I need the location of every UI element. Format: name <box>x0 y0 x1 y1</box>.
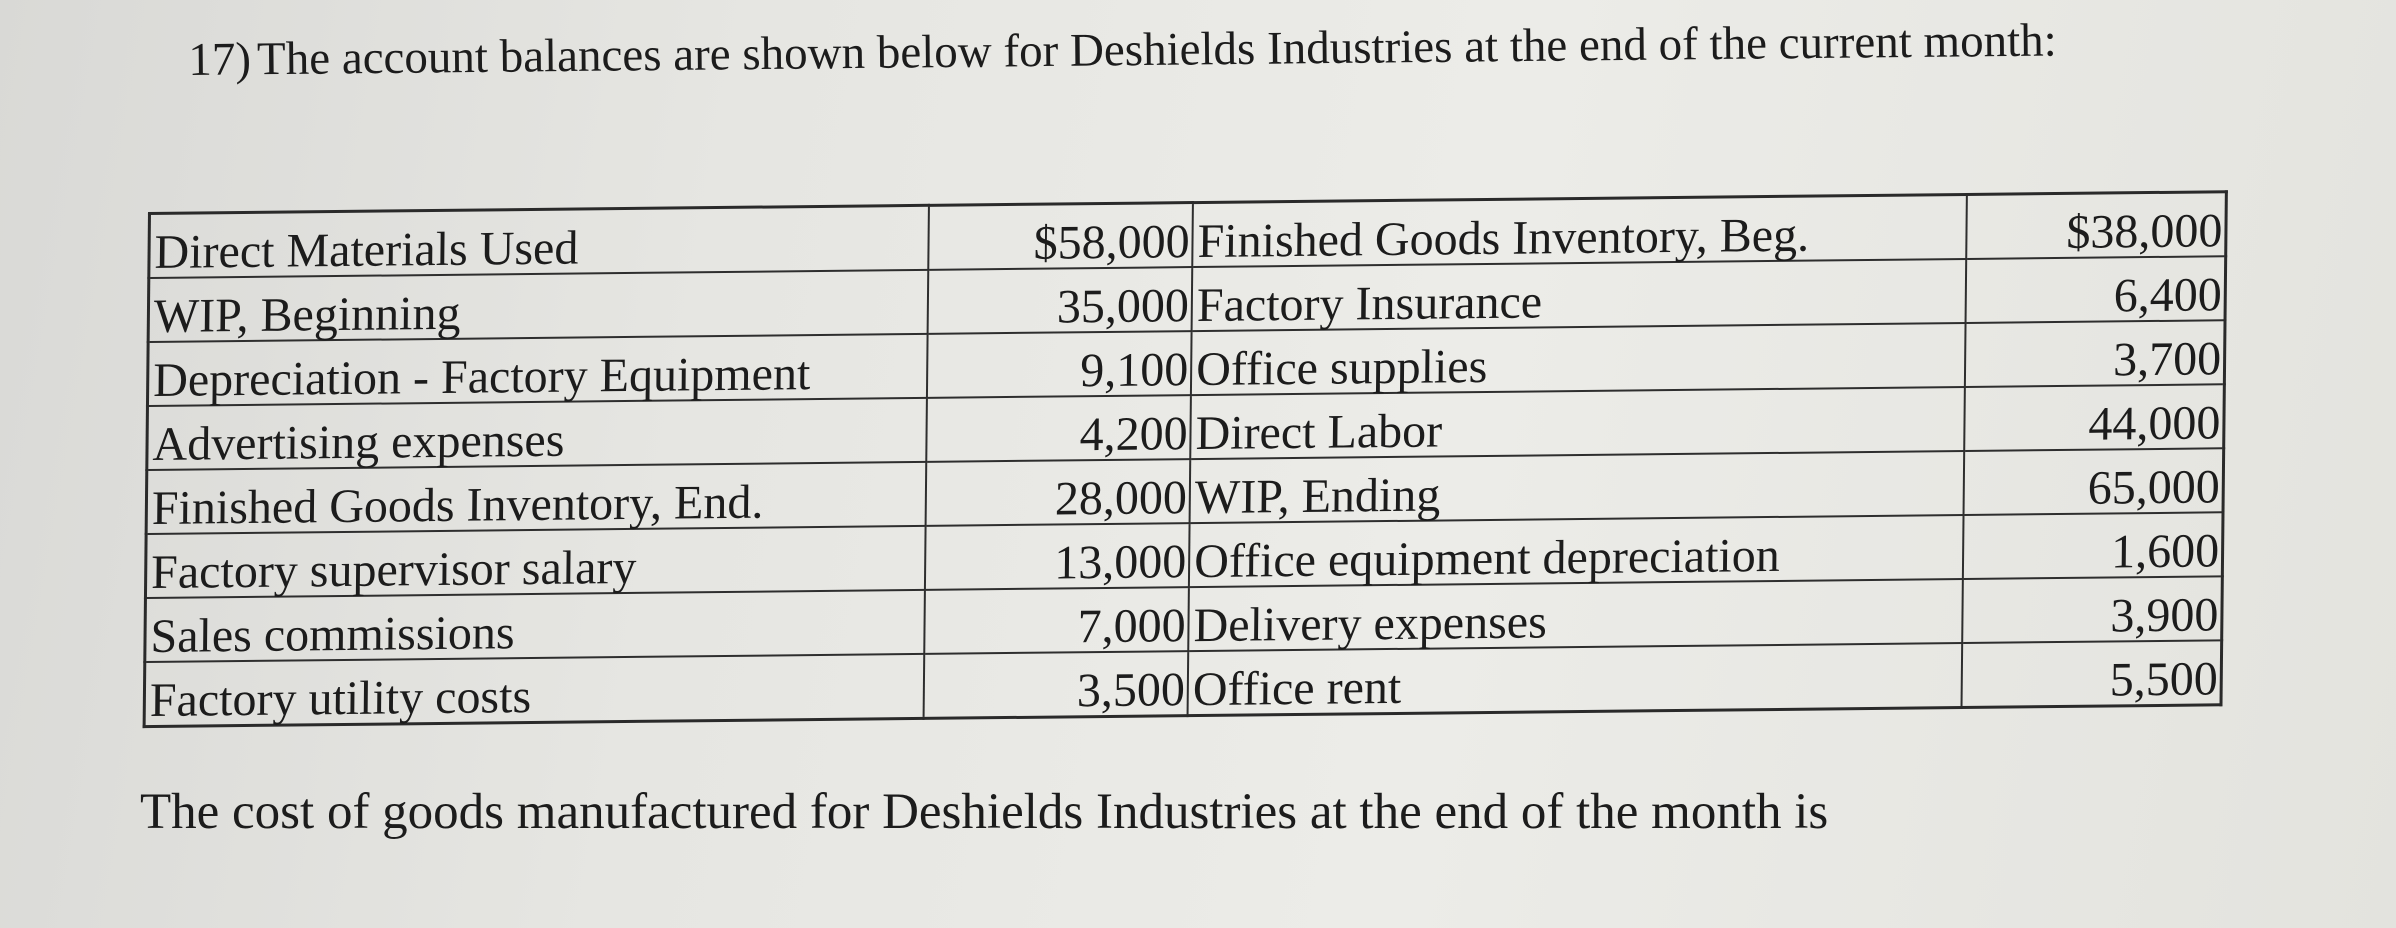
question-number: 17) <box>188 33 252 86</box>
account-label: Factory utility costs <box>144 654 924 727</box>
account-amount: 65,000 <box>1964 448 2224 515</box>
account-amount: 35,000 <box>927 267 1192 334</box>
account-amount: $38,000 <box>1966 192 2226 259</box>
account-label: Advertising expenses <box>147 398 927 470</box>
account-amount: 44,000 <box>1964 384 2224 451</box>
account-label: WIP, Ending <box>1190 451 1965 523</box>
account-label: Office supplies <box>1191 323 1966 395</box>
account-amount: 3,500 <box>923 651 1188 718</box>
account-label: Direct Labor <box>1190 387 1965 459</box>
account-amount: 4,200 <box>926 395 1191 462</box>
account-label: Factory supervisor salary <box>145 526 925 598</box>
account-balances-table <box>143 190 2228 728</box>
account-label: Delivery expenses <box>1188 579 1963 651</box>
account-label: Depreciation - Factory Equipment <box>147 334 927 406</box>
question-body: The account balances are shown below for Deshields Industries at the end of the current month: <box>256 14 2057 86</box>
account-amount: 7,000 <box>924 587 1189 654</box>
question-text <box>188 7 2239 92</box>
account-label: Sales commissions <box>145 590 925 662</box>
account-label: Finished Goods Inventory, Beg. <box>1192 194 1967 267</box>
account-amount: 1,600 <box>1963 512 2223 579</box>
account-amount: 3,700 <box>1965 320 2225 387</box>
account-label: Factory Insurance <box>1192 259 1967 331</box>
question-prompt: The cost of goods manufactured for Deshields Industries at the end of the month is <box>140 784 1829 840</box>
account-amount: $58,000 <box>928 203 1193 270</box>
account-label: Direct Materials Used <box>149 205 929 278</box>
account-label: WIP, Beginning <box>148 270 928 342</box>
account-amount: 13,000 <box>925 523 1190 590</box>
account-amount: 3,900 <box>1962 576 2222 643</box>
account-amount: 28,000 <box>925 459 1190 526</box>
account-amount: 5,500 <box>1962 640 2222 707</box>
account-amount: 6,400 <box>1966 256 2226 323</box>
account-label: Office rent <box>1188 643 1963 716</box>
account-amount: 9,100 <box>927 331 1192 398</box>
account-label: Office equipment depreciation <box>1189 515 1964 587</box>
account-label: Finished Goods Inventory, End. <box>146 462 926 534</box>
